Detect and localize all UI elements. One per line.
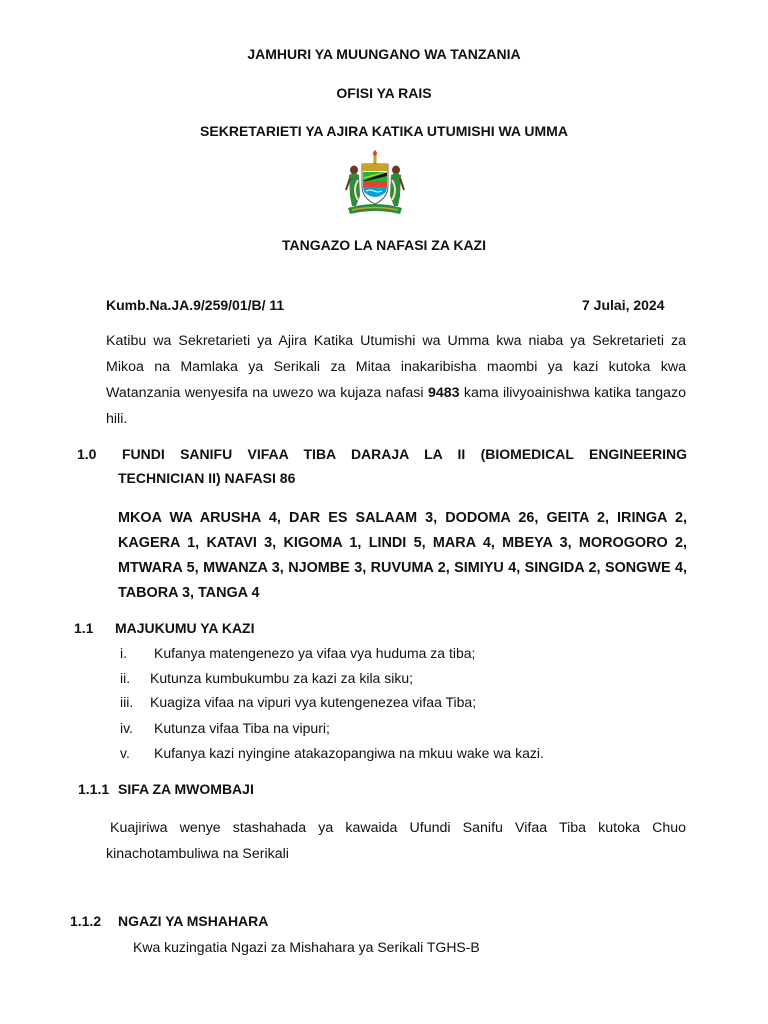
duty-number: iv. xyxy=(120,720,133,736)
notice-title: TANGAZO LA NAFASI ZA KAZI xyxy=(281,237,487,253)
section-1-1-1-heading: SIFA ZA MWOMBAJI xyxy=(118,781,254,797)
qualifications-paragraph: Kuajiriwa wenye stashahada ya kawaida Ufundi Sanifu Vifaa Tiba kutoka Chuo kinachotambuliwa na Serikali xyxy=(106,820,686,862)
header-country: JAMHURI YA MUUNGANO WA TANZANIA xyxy=(247,46,521,62)
section-1-0-number: 1.0 xyxy=(77,446,97,462)
salary-scale-text: Kwa kuzingatia Ngazi za Mishahara ya Serikali TGHS-B xyxy=(133,939,480,955)
duty-number: v. xyxy=(120,745,130,761)
reference-number: Kumb.Na.JA.9/259/01/B/ 11 xyxy=(106,297,285,313)
section-1-1-1-number: 1.1.1 xyxy=(78,781,110,797)
intro-text-after: kama ilivyoainishwa katika tangazo hili. xyxy=(106,385,687,427)
intro-text-before: Katibu wa Sekretarieti ya Ajira Katika Utumishi wa Umma kwa niaba ya Sekretarieti za Mikoa na Mamlaka ya Serikali za Mitaa inakaribisha maombi ya kazi kutoka kwa Watanzania wenyesifa na uwezo wa kujaza nafasi xyxy=(106,333,686,401)
section-1-0-regions: MKOA WA ARUSHA 4, DAR ES SALAAM 3, DODOMA 26, GEITA 2, IRINGA 2, KAGERA 1, KATAVI 3, KIGOMA 1, LINDI 5, MARA 4, MBEYA 3, MOROGORO 2, MTWARA 5, MWANZA 3, NJOMBE 3, RUVUMA 2, SIMIYU 4, SINGIDA 2, SONGWE 4, TABORA 3, TANGA 4 xyxy=(118,510,687,601)
section-1-1-heading: MAJUKUMU YA KAZI xyxy=(115,620,255,636)
duty-text: Kutunza kumbukumbu za kazi za kila siku; xyxy=(150,670,414,686)
duty-text: Kuagiza vifaa na vipuri vya kutengenezea vifaa Tiba; xyxy=(150,694,477,710)
duty-list-item xyxy=(120,645,475,661)
section-1-0-heading-line1: FUNDI SANIFU VIFAA TIBA DARAJA LA II (BIOMEDICAL ENGINEERING xyxy=(122,446,687,462)
duty-list-item xyxy=(120,745,544,761)
section-1-1-2-number: 1.1.2 xyxy=(70,913,102,929)
duty-number: iii. xyxy=(120,694,134,710)
vacancy-count: 9483 xyxy=(427,385,460,401)
duty-number: ii. xyxy=(120,670,131,686)
duty-text: Kufanya matengenezo ya vifaa vya huduma za tiba; xyxy=(154,645,476,661)
reference-date: 7 Julai, 2024 xyxy=(582,297,665,313)
section-1-1-number: 1.1 xyxy=(74,620,94,636)
header-secretariat: SEKRETARIETI YA AJIRA KATIKA UTUMISHI WA UMMA xyxy=(200,123,568,139)
duty-text: Kufanya kazi nyingine atakazopangiwa na mkuu wake wa kazi. xyxy=(154,745,544,761)
section-1-0-heading-line2: TECHNICIAN II) NAFASI 86 xyxy=(118,470,296,486)
tanzania-coat-of-arms-icon xyxy=(342,150,408,216)
duty-text: Kutunza vifaa Tiba na vipuri; xyxy=(154,720,330,736)
duty-list-item xyxy=(120,670,413,686)
section-1-1-2-heading: NGAZI YA MSHAHARA xyxy=(118,913,269,929)
intro-paragraph xyxy=(106,328,686,432)
duty-list-item xyxy=(120,720,330,736)
duty-number: i. xyxy=(120,645,127,661)
duty-list-item xyxy=(120,694,476,710)
header-office: OFISI YA RAIS xyxy=(336,85,432,101)
